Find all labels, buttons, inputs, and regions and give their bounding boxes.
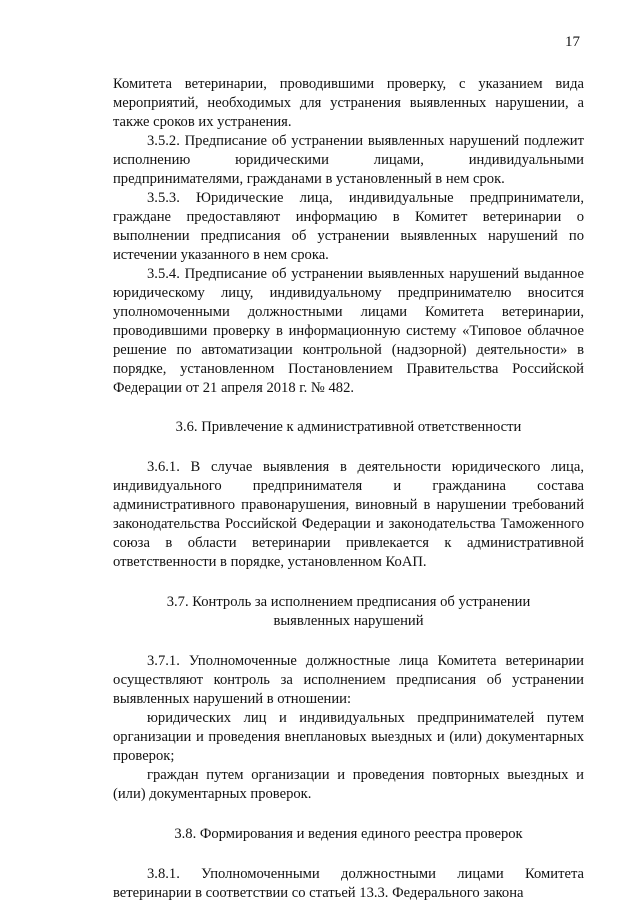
heading-3-7-line1: 3.7. Контроль за исполнением предписания об устранении bbox=[166, 594, 531, 610]
paragraph-continuation: Комитета ветеринарии, проводившими проверку, с указанием вида мероприятий, необходимых для устранения выявленных нарушении, а также сроков их устранения. bbox=[113, 76, 584, 130]
paragraph-3-7-1-a: юридических лиц и индивидуальных предпринимателей путем организации и проведения внеплановых выездных и (или) документарных проверок; bbox=[113, 710, 584, 764]
paragraph-3-5-4: 3.5.4. Предписание об устранении выявленных нарушений выданное юридическому лицу, индивидуальному предпринимателю вносится уполномоченными должностными лицами Комитета ветеринарии, проводившими проверку в информационную систему «Типовое облачное решение по автоматизации контрольной (надзорной) деятельности» в порядке, установленном Постановлением Правительства Российской Федерации от 21 апреля 2018 г. № 482. bbox=[113, 266, 584, 396]
paragraph-3-6-1: 3.6.1. В случае выявления в деятельности юридического лица, индивидуального предпринимателя и гражданина состава административного правонарушения, виновный в нарушении требований законодательства Российской Федерации и законодательства Таможенного союза в области ветеринарии привлекается к административной ответственности в порядке, установленном КоАП. bbox=[113, 459, 584, 570]
paragraph-3-8-1: 3.8.1. Уполномоченными должностными лицами Комитета ветеринарии в соответствии со статьей 13.3. Федерального закона bbox=[113, 866, 584, 901]
page-number: 17 bbox=[565, 34, 580, 50]
paragraph-3-5-2: 3.5.2. Предписание об устранении выявленных нарушений подлежит исполнению юридическими лицами, индивидуальными предпринимателями, гражданами в установленный в нем срок. bbox=[113, 133, 584, 187]
document-body bbox=[113, 75, 584, 903]
heading-3-7-line2: выявленных нарушений bbox=[273, 613, 424, 629]
heading-3-6: 3.6. Привлечение к административной ответственности bbox=[175, 419, 522, 435]
paragraph-3-7-1: 3.7.1. Уполномоченные должностные лица Комитета ветеринарии осуществляют контроль за исполнением предписания об устранении выявленных нарушений в отношении: bbox=[113, 653, 584, 707]
heading-3-8: 3.8. Формирования и ведения единого реестра проверок bbox=[174, 826, 523, 842]
paragraph-3-7-1-b: граждан путем организации и проведения повторных выездных и (или) документарных проверок. bbox=[113, 767, 584, 802]
paragraph-3-5-3: 3.5.3. Юридические лица, индивидуальные предприниматели, граждане предоставляют информацию в Комитет ветеринарии о выполнении предписания об устранении выявленных нарушений по истечении указанного в нем срока. bbox=[113, 190, 584, 263]
